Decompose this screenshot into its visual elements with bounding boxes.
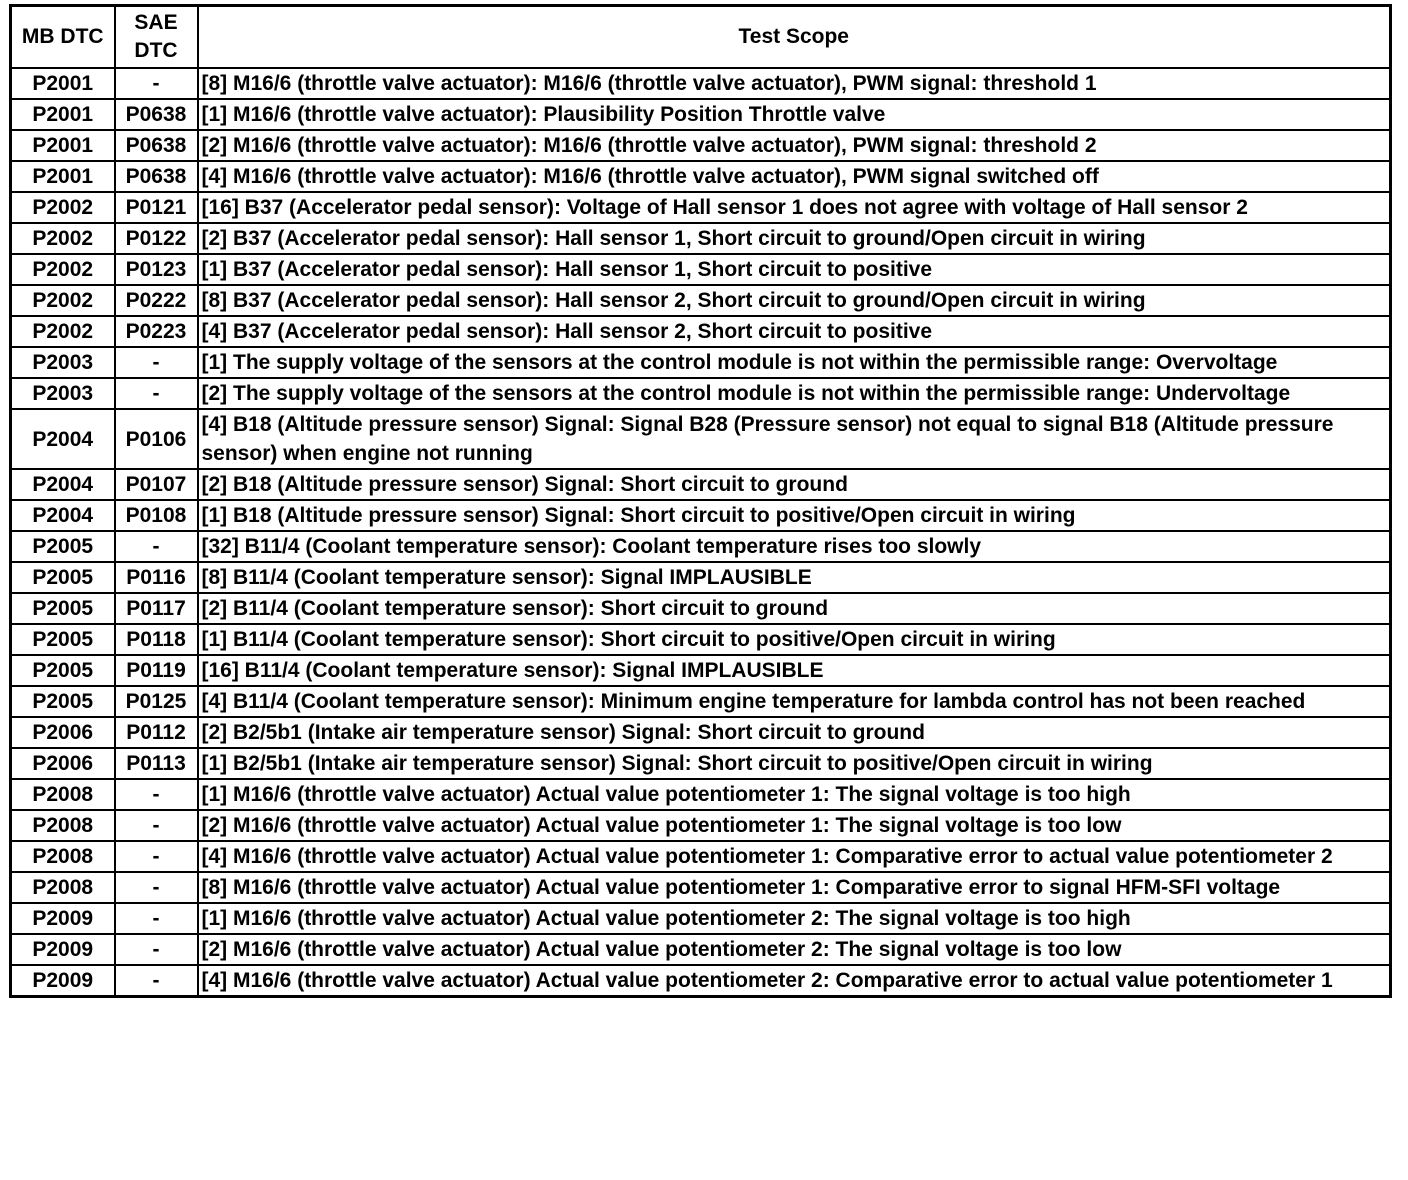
test-scope-cell: [4] M16/6 (throttle valve actuator) Actual value potentiometer 1: Comparative error to actual value potentiometer 2 — [198, 841, 1391, 872]
sae-dtc-cell: P0113 — [115, 748, 198, 779]
sae-dtc-cell: P0117 — [115, 593, 198, 624]
sae-dtc-cell: P0123 — [115, 254, 198, 285]
mb-dtc-cell: P2008 — [11, 810, 115, 841]
mb-dtc-cell: P2002 — [11, 223, 115, 254]
table-row — [11, 378, 1391, 409]
table-row — [11, 192, 1391, 223]
table-row — [11, 130, 1391, 161]
sae-dtc-cell: P0121 — [115, 192, 198, 223]
table-row — [11, 810, 1391, 841]
mb-dtc-cell: P2002 — [11, 316, 115, 347]
test-scope-cell: [2] B11/4 (Coolant temperature sensor): Short circuit to ground — [198, 593, 1391, 624]
mb-dtc-cell: P2001 — [11, 68, 115, 99]
mb-dtc-cell: P2002 — [11, 254, 115, 285]
test-scope-cell: [2] B18 (Altitude pressure sensor) Signal: Short circuit to ground — [198, 469, 1391, 500]
mb-dtc-cell: P2005 — [11, 593, 115, 624]
test-scope-cell: [2] M16/6 (throttle valve actuator) Actual value potentiometer 2: The signal voltage is too low — [198, 934, 1391, 965]
table-row — [11, 500, 1391, 531]
test-scope-cell: [16] B11/4 (Coolant temperature sensor): Signal IMPLAUSIBLE — [198, 655, 1391, 686]
sae-dtc-cell: P0638 — [115, 161, 198, 192]
mb-dtc-cell: P2003 — [11, 347, 115, 378]
sae-dtc-cell: - — [115, 347, 198, 378]
sae-dtc-cell: - — [115, 810, 198, 841]
table-body — [11, 68, 1391, 997]
test-scope-cell: [4] B18 (Altitude pressure sensor) Signal: Signal B28 (Pressure sensor) not equal to signal B18 (Altitude pressure sensor) when engine not running — [198, 409, 1391, 469]
test-scope-cell: [1] The supply voltage of the sensors at the control module is not within the permissible range: Overvoltage — [198, 347, 1391, 378]
table-row — [11, 686, 1391, 717]
test-scope-cell: [4] M16/6 (throttle valve actuator) Actual value potentiometer 2: Comparative error to actual value potentiometer 1 — [198, 965, 1391, 997]
header-mb-dtc: MB DTC — [11, 6, 115, 69]
table-row — [11, 469, 1391, 500]
test-scope-cell: [1] B18 (Altitude pressure sensor) Signal: Short circuit to positive/Open circuit in wiring — [198, 500, 1391, 531]
mb-dtc-cell: P2005 — [11, 686, 115, 717]
mb-dtc-cell: P2008 — [11, 872, 115, 903]
table-row — [11, 562, 1391, 593]
test-scope-cell: [2] M16/6 (throttle valve actuator) Actual value potentiometer 1: The signal voltage is too low — [198, 810, 1391, 841]
sae-dtc-cell: P0638 — [115, 99, 198, 130]
sae-dtc-cell: - — [115, 531, 198, 562]
header-sae-dtc: SAE DTC — [115, 6, 198, 69]
sae-dtc-cell: P0223 — [115, 316, 198, 347]
dtc-table — [9, 4, 1392, 998]
sae-dtc-cell: - — [115, 378, 198, 409]
table-row — [11, 748, 1391, 779]
test-scope-cell: [1] B2/5b1 (Intake air temperature sensor) Signal: Short circuit to positive/Open circuit in wiring — [198, 748, 1391, 779]
sae-dtc-cell: P0119 — [115, 655, 198, 686]
table-row — [11, 254, 1391, 285]
sae-dtc-cell: P0638 — [115, 130, 198, 161]
table-row — [11, 841, 1391, 872]
table-row — [11, 347, 1391, 378]
sae-dtc-cell: P0108 — [115, 500, 198, 531]
mb-dtc-cell: P2006 — [11, 748, 115, 779]
table-row — [11, 655, 1391, 686]
mb-dtc-cell: P2009 — [11, 903, 115, 934]
test-scope-cell: [1] B11/4 (Coolant temperature sensor): Short circuit to positive/Open circuit in wiring — [198, 624, 1391, 655]
mb-dtc-cell: P2005 — [11, 655, 115, 686]
sae-dtc-cell: - — [115, 903, 198, 934]
sae-dtc-cell: P0122 — [115, 223, 198, 254]
sae-dtc-cell: P0112 — [115, 717, 198, 748]
mb-dtc-cell: P2002 — [11, 192, 115, 223]
test-scope-cell: [2] B2/5b1 (Intake air temperature sensor) Signal: Short circuit to ground — [198, 717, 1391, 748]
table-row — [11, 965, 1391, 997]
header-row — [11, 6, 1391, 69]
test-scope-cell: [8] M16/6 (throttle valve actuator): M16/6 (throttle valve actuator), PWM signal: threshold 1 — [198, 68, 1391, 99]
test-scope-cell: [1] M16/6 (throttle valve actuator): Plausibility Position Throttle valve — [198, 99, 1391, 130]
table-row — [11, 285, 1391, 316]
test-scope-cell: [1] M16/6 (throttle valve actuator) Actual value potentiometer 1: The signal voltage is too high — [198, 779, 1391, 810]
mb-dtc-cell: P2004 — [11, 500, 115, 531]
sae-dtc-cell: P0125 — [115, 686, 198, 717]
test-scope-cell: [2] M16/6 (throttle valve actuator): M16/6 (throttle valve actuator), PWM signal: threshold 2 — [198, 130, 1391, 161]
sae-dtc-cell: - — [115, 965, 198, 997]
sae-dtc-cell: P0116 — [115, 562, 198, 593]
table-row — [11, 624, 1391, 655]
mb-dtc-cell: P2004 — [11, 409, 115, 469]
mb-dtc-cell: P2003 — [11, 378, 115, 409]
table-row — [11, 99, 1391, 130]
table-row — [11, 593, 1391, 624]
mb-dtc-cell: P2002 — [11, 285, 115, 316]
table-row — [11, 68, 1391, 99]
test-scope-cell: [1] M16/6 (throttle valve actuator) Actual value potentiometer 2: The signal voltage is too high — [198, 903, 1391, 934]
sae-dtc-cell: - — [115, 934, 198, 965]
test-scope-cell: [1] B37 (Accelerator pedal sensor): Hall sensor 1, Short circuit to positive — [198, 254, 1391, 285]
table-row — [11, 717, 1391, 748]
sae-dtc-cell: - — [115, 779, 198, 810]
test-scope-cell: [8] B11/4 (Coolant temperature sensor): Signal IMPLAUSIBLE — [198, 562, 1391, 593]
sae-dtc-cell: P0222 — [115, 285, 198, 316]
sae-dtc-cell: P0106 — [115, 409, 198, 469]
mb-dtc-cell: P2009 — [11, 934, 115, 965]
sae-dtc-cell: - — [115, 68, 198, 99]
test-scope-cell: [16] B37 (Accelerator pedal sensor): Voltage of Hall sensor 1 does not agree with voltage of Hall sensor 2 — [198, 192, 1391, 223]
mb-dtc-cell: P2008 — [11, 779, 115, 810]
mb-dtc-cell: P2005 — [11, 531, 115, 562]
table-row — [11, 161, 1391, 192]
mb-dtc-cell: P2001 — [11, 130, 115, 161]
test-scope-cell: [32] B11/4 (Coolant temperature sensor): Coolant temperature rises too slowly — [198, 531, 1391, 562]
sae-dtc-cell: - — [115, 872, 198, 903]
mb-dtc-cell: P2001 — [11, 99, 115, 130]
mb-dtc-cell: P2005 — [11, 624, 115, 655]
mb-dtc-cell: P2009 — [11, 965, 115, 997]
table-row — [11, 409, 1391, 469]
mb-dtc-cell: P2004 — [11, 469, 115, 500]
test-scope-cell: [4] M16/6 (throttle valve actuator): M16/6 (throttle valve actuator), PWM signal switched off — [198, 161, 1391, 192]
test-scope-cell: [8] B37 (Accelerator pedal sensor): Hall sensor 2, Short circuit to ground/Open circuit in wiring — [198, 285, 1391, 316]
sae-dtc-cell: P0118 — [115, 624, 198, 655]
table-row — [11, 316, 1391, 347]
test-scope-cell: [8] M16/6 (throttle valve actuator) Actual value potentiometer 1: Comparative error to signal HFM-SFI voltage — [198, 872, 1391, 903]
table-row — [11, 872, 1391, 903]
mb-dtc-cell: P2001 — [11, 161, 115, 192]
test-scope-cell: [4] B11/4 (Coolant temperature sensor): Minimum engine temperature for lambda control has not been reached — [198, 686, 1391, 717]
mb-dtc-cell: P2006 — [11, 717, 115, 748]
table-row — [11, 223, 1391, 254]
sae-dtc-cell: - — [115, 841, 198, 872]
test-scope-cell: [2] B37 (Accelerator pedal sensor): Hall sensor 1, Short circuit to ground/Open circuit in wiring — [198, 223, 1391, 254]
table-row — [11, 779, 1391, 810]
test-scope-cell: [2] The supply voltage of the sensors at the control module is not within the permissible range: Undervoltage — [198, 378, 1391, 409]
header-test-scope: Test Scope — [198, 6, 1391, 69]
table-row — [11, 903, 1391, 934]
test-scope-cell: [4] B37 (Accelerator pedal sensor): Hall sensor 2, Short circuit to positive — [198, 316, 1391, 347]
table-row — [11, 934, 1391, 965]
mb-dtc-cell: P2008 — [11, 841, 115, 872]
table-row — [11, 531, 1391, 562]
sae-dtc-cell: P0107 — [115, 469, 198, 500]
mb-dtc-cell: P2005 — [11, 562, 115, 593]
